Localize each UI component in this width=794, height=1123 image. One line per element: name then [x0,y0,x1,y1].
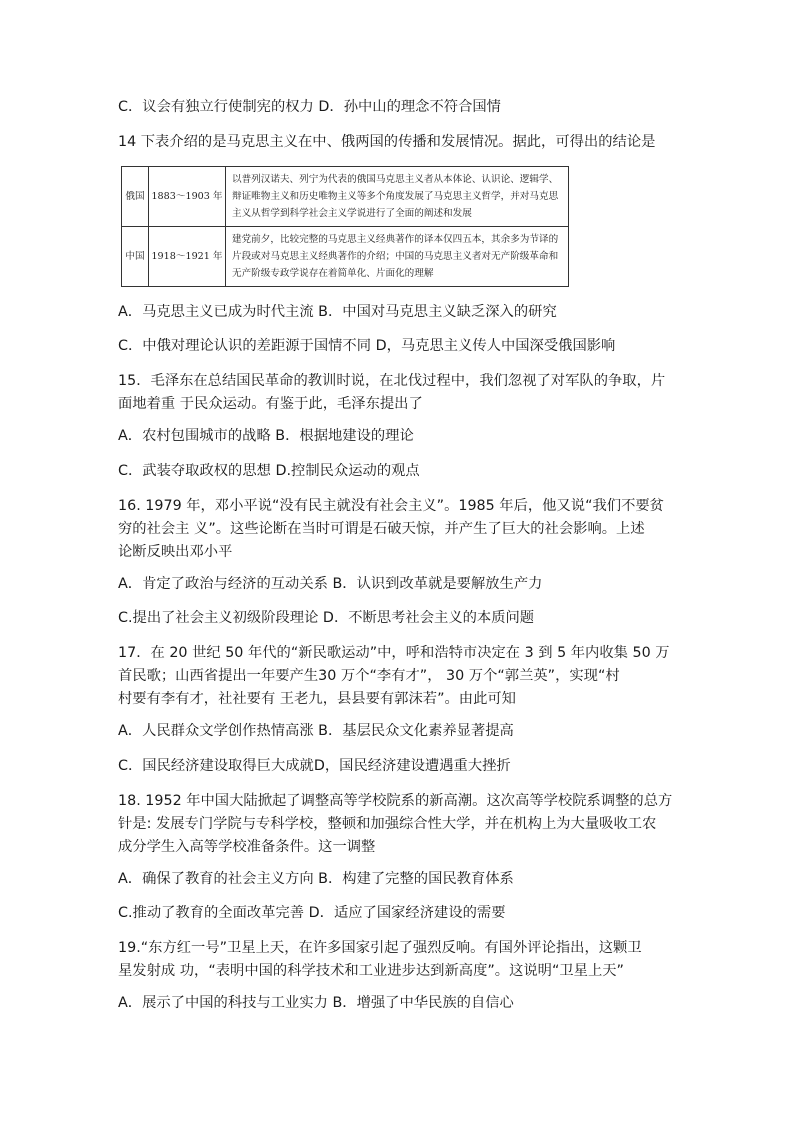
question-15-option-ab: A．农村包围城市的战略 B．根据地建设的理论 [118,428,414,444]
question-18-option-ab: A．确保了教育的社会主义方向 B．构建了完整的国民教育体系 [118,871,514,887]
question-17-stem-line1: 17．在 20 世纪 50 年代的“新民歌运动”中，呼和浩特市决定在 3 到 5 年内收集 50 万 [118,645,670,661]
table-cell-period: 1883～1903 年 [149,167,226,227]
table-cell-country: 俄国 [122,167,149,227]
table-cell-period: 1918～1921 年 [149,227,226,287]
question-15-stem-line2: 面地着重 于民众运动。有鉴于此，毛泽东提出了 [118,396,423,412]
question-17-stem-line3: 村要有李有才，社社要有 王老九，县县要有郭沫若”。由此可知 [118,691,516,707]
table-row-china [122,227,569,287]
question-19-stem-line2: 星发射成 功，“表明中国的科学技术和工业进步达到新高度”。这说明“卫星上天” [118,963,624,979]
question-17-option-cd: C．国民经济建设取得巨大成就D，国民经济建设遭遇重大挫折 [118,758,511,774]
question-19-stem-line1: 19.“东方红一号”卫星上天，在许多国家引起了强烈反响。有国外评论指出，这颗卫 [118,940,642,956]
table-row-russia [122,167,569,227]
question-13-option-cd: C．议会有独立行使制宪的权力 D．孙中山的理念不符合国情 [118,99,501,115]
question-14-option-ab: A．马克思主义已成为时代主流 B．中国对马克思主义缺乏深入的研究 [118,304,557,320]
question-14-option-cd: C．中俄对理论认识的差距源于国情不同 D，马克思主义传人中国深受俄国影响 [118,338,616,354]
question-18-stem-line2: 针是: 发展专门学院与专科学校，整顿和加强综合性大学，并在机构上为大量吸收工农 [118,816,657,832]
question-16-stem-line3: 论断反映出邓小平 [118,544,233,560]
question-18-option-cd: C.推动了教育的全面改革完善 D．适应了国家经济建设的需要 [118,905,506,921]
question-16-option-cd: C.提出了社会主义初级阶段理论 D．不断思考社会主义的本质问题 [118,610,535,626]
question-17-option-ab: A．人民群众文学创作热情高涨 B．基层民众文化素养显著提高 [118,723,514,739]
question-16-stem-line2: 穷的社会主 义”。这些论断在当时可谓是石破天惊，并产生了巨大的社会影响。上述 [118,521,645,537]
question-15-option-cd: C．武装夺取政权的思想 D.控制民众运动的观点 [118,463,420,479]
question-16-option-ab: A．肯定了政治与经济的互动关系 B．认识到改革就是要解放生产力 [118,576,543,592]
table-cell-country: 中国 [122,227,149,287]
table-cell-description: 以普列汉诺夫、列宁为代表的俄国马克思主义者从本体论、认识论、逻辑学、辩证唯物主义和历史唯物主义等多个角度发展了马克思主义哲学，并对马克思主义从哲学到科学社会主义学说进行了全面的阐述和发展 [226,167,569,227]
question-19-option-ab: A．展示了中国的科技与工业实力 B．增强了中华民族的自信心 [118,995,514,1011]
question-18-stem-line3: 成分学生入高等学校准备条件。这一调整 [118,839,376,855]
table-cell-description: 建党前夕，比较完整的马克思主义经典著作的译本仅四五本，其余多为节译的片段或对马克思主义经典著作的介绍；中国的马克思主义者对无产阶级革命和无产阶级专政学说存在着简单化、片面化的理解 [226,227,569,287]
question-17-stem-line2: 首民歌；山西省提出一年要产生30 万个“李有才”， 30 万个“郭兰英”，实现“村 [118,668,620,684]
marxism-spread-table [121,166,569,287]
question-16-stem-line1: 16. 1979 年，邓小平说“没有民主就没有社会主义”。1985 年后，他又说“我们不要贫 [118,498,664,514]
question-18-stem-line1: 18. 1952 年中国大陆掀起了调整高等学校院系的新高潮。这次高等学校院系调整的总方 [118,793,673,809]
question-14-stem: 14 下表介绍的是马克思主义在中、俄两国的传播和发展情况。据此，可得出的结论是 [118,134,656,150]
question-15-stem-line1: 15．毛泽东在总结国民革命的教训时说，在北伐过程中，我们忽视了对军队的争取，片 [118,373,666,389]
